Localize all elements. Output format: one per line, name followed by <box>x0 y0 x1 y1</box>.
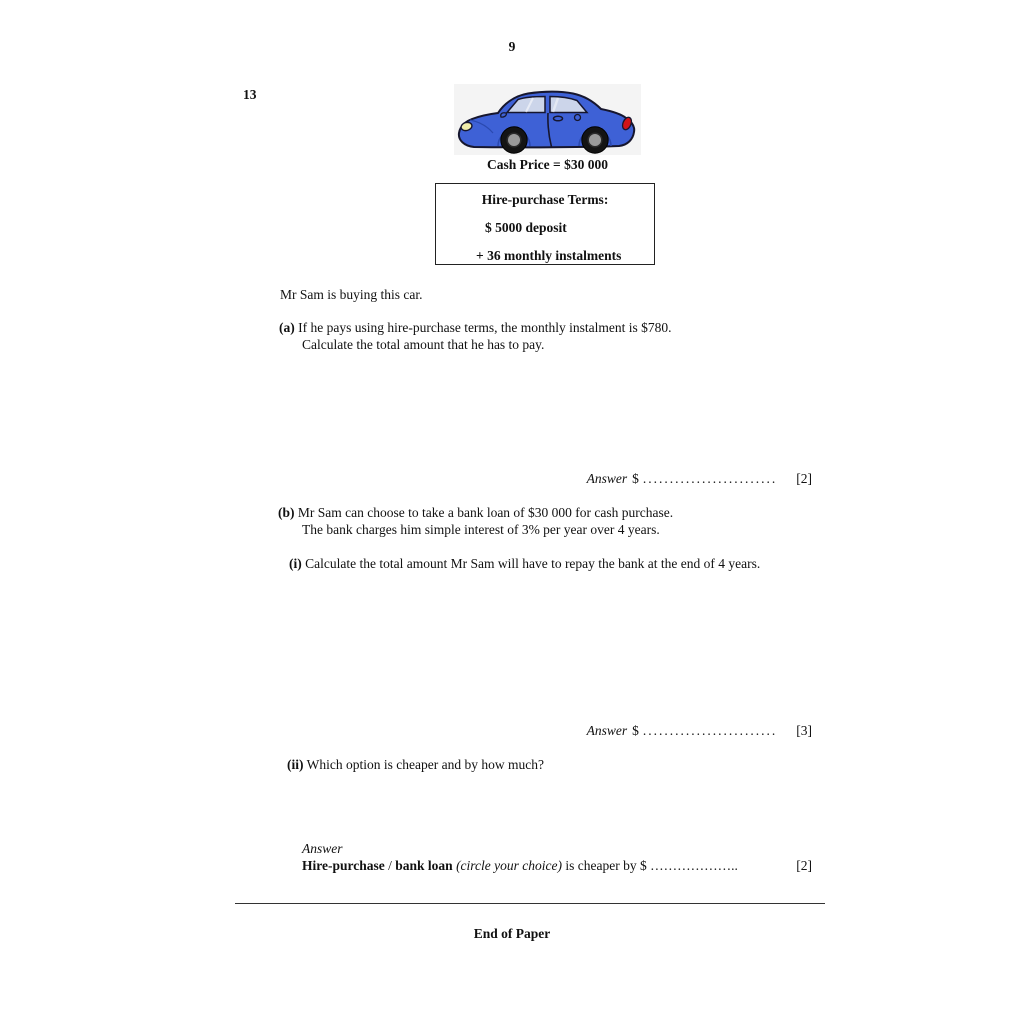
part-a-line2: Calculate the total amount that he has to pay. <box>302 337 545 352</box>
footer-divider <box>235 903 825 904</box>
answer-label-a: Answer <box>586 471 628 486</box>
car-figure <box>454 84 641 155</box>
terms-box-title: Hire-purchase Terms: <box>481 192 609 207</box>
answer-currency-a: $ <box>632 471 639 486</box>
part-b-i-text: Calculate the total amount Mr Sam will have to repay the bank at the end of 4 years. <box>305 556 761 571</box>
answer-label-b-ii: Answer <box>302 841 343 856</box>
car-rear-hub <box>588 133 602 147</box>
choice-rest-text: is cheaper by $ <box>565 858 647 873</box>
answer-label-b-i: Answer <box>586 723 628 738</box>
end-of-paper-text: End of Paper <box>473 926 551 941</box>
part-a-text1: If he pays using hire-purchase terms, the monthly instalment is $780. <box>298 320 672 335</box>
choice-separator: / <box>388 858 392 873</box>
part-b-line2: The bank charges him simple interest of 3% per year over 4 years. <box>302 522 660 537</box>
answer-blank-b-ii: ……………….. <box>650 858 738 873</box>
answer-line-b-ii <box>302 857 812 874</box>
part-a <box>279 319 672 353</box>
part-b-i-label: (i) <box>289 556 302 571</box>
car-front-hub <box>507 133 521 147</box>
part-b-i <box>289 555 760 572</box>
marks-b-i: [3] <box>796 723 812 738</box>
car-side-mirror <box>501 113 507 117</box>
part-b-ii-label: (ii) <box>287 757 304 772</box>
question-intro: Mr Sam is buying this car. <box>280 287 423 302</box>
hire-purchase-terms-box <box>435 183 655 265</box>
part-b-text1: Mr Sam can choose to take a bank loan of $30 000 for cash purchase. <box>297 505 674 520</box>
part-b-line1 <box>278 504 673 521</box>
terms-box-deposit: $ 5000 deposit <box>485 220 567 235</box>
part-b-label: (b) <box>278 505 295 520</box>
marks-a: [2] <box>796 471 812 486</box>
cash-price-caption: Cash Price = $30 000 <box>487 157 608 172</box>
answer-currency-b-i: $ <box>632 723 639 738</box>
part-a-label: (a) <box>279 320 295 335</box>
car-image <box>454 84 641 155</box>
part-a-line1 <box>279 319 672 336</box>
answer-line-a <box>587 470 812 487</box>
answer-line-b-i <box>587 722 812 739</box>
question-number: 13 <box>243 87 257 102</box>
part-b <box>278 504 673 538</box>
page-number: 9 <box>508 39 516 54</box>
choice-hire-purchase: Hire-purchase <box>302 858 385 873</box>
answer-blank-a: ......................... <box>642 471 778 486</box>
choice-bank-loan: bank loan <box>395 858 453 873</box>
answer-blank-b-i: ......................... <box>642 723 778 738</box>
part-b-ii-text: Which option is cheaper and by how much? <box>306 757 544 772</box>
part-b-ii <box>287 756 544 773</box>
terms-box-instalments: + 36 monthly instalments <box>476 248 622 263</box>
choice-instruction: (circle your choice) <box>456 858 563 873</box>
marks-b-ii: [2] <box>796 858 812 873</box>
